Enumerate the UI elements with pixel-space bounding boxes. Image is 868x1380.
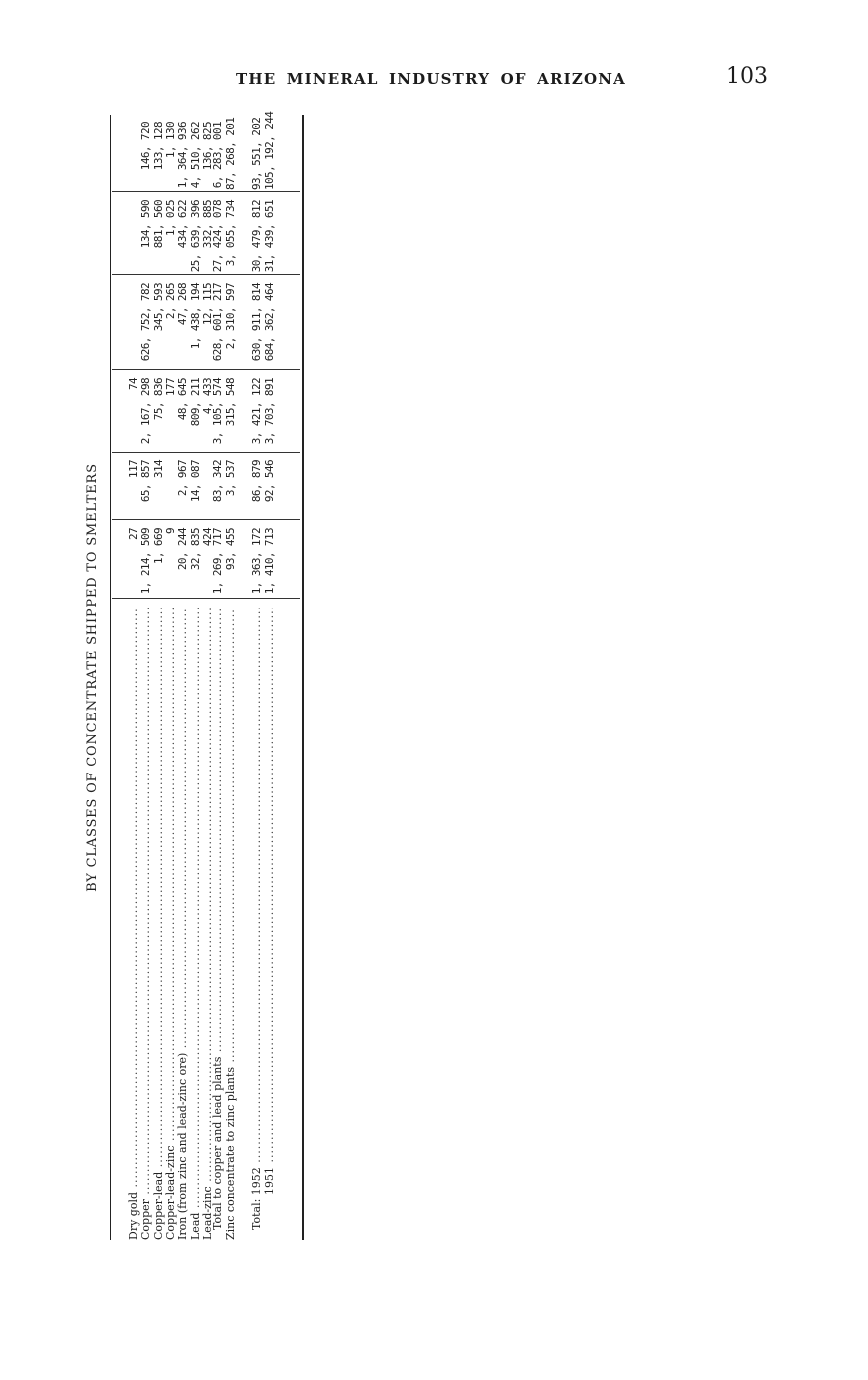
table-row [152,115,165,1240]
table-cell: 134, 590 [139,200,153,249]
table-row [262,111,276,1240]
table-cell: 31, 439, 651 [262,200,276,273]
table-cell: 12, 115 [200,283,214,326]
table-cell: 86, 879 [250,460,263,503]
table-row [139,115,152,1240]
table-cell: 4, 510, 262 [188,122,202,189]
table-cell: 4, 433 [200,378,214,415]
table-cell: 32, 835 [188,528,202,571]
table-cell: 314 [151,460,165,479]
table-cell: 434, 622 [176,200,190,249]
table-cell: 27, 424, 078 [211,200,224,273]
table-cell: 177 [163,378,177,397]
table-row [189,115,202,1240]
table-cell: 133, 128 [151,122,165,171]
table-row [164,115,177,1240]
rotated-table [85,111,305,1240]
table-row [211,115,224,1240]
table-cell: 83, 342 [211,460,224,503]
table-cell: 2, 265 [163,283,177,320]
table-cell: 87, 268, 201 [223,117,237,190]
table-top-rule [110,115,111,1240]
table-cell: 75, 836 [151,378,165,421]
table-cell: 809, 211 [188,378,202,427]
row-label: Lead-zinc ..... [201,608,214,1240]
table-cell: 2, 167, 298 [139,378,153,445]
table-cell: 25, 639, 396 [188,200,202,273]
table-cell: 27 [127,528,140,541]
table-cell: 92, 546 [262,460,276,503]
table-cell: 14, 087 [188,460,202,503]
table-row [176,115,189,1240]
table-cell: 74 [127,378,140,391]
row-label: Copper ..... [139,608,152,1240]
table-cell: 30, 479, 812 [250,200,263,273]
table-cell: 3, 703, 891 [262,378,276,445]
table-cell: 315, 548 [223,378,237,427]
row-label: Total: 1952 ..... [250,608,263,1230]
table-cell: 6, 283, 001 [211,122,224,189]
table-cell: 136, 825 [200,122,214,171]
table-row [224,115,237,1240]
table-cell: 117 [127,460,140,479]
table-cell: 630, 911, 814 [250,283,263,362]
table-cell: 3, 421, 122 [250,378,263,445]
table-cell: 93, 455 [223,528,237,571]
table-cell: 424 [200,528,214,547]
table-cell: 1, 669 [151,528,165,565]
table-cell: 65, 857 [139,460,153,503]
table-cell: 3, 055, 734 [223,200,237,267]
table-cell: 1, 410, 713 [262,528,276,595]
table-cell: 1, 438, 194 [188,283,202,350]
row-label: Total to copper and lead plants ..... [211,608,224,1230]
table-row [250,115,263,1240]
table-cell: 2, 967 [176,460,190,497]
table-cell: 881, 560 [151,200,165,249]
table-cell: 1, 130 [163,122,177,159]
table-cell: 20, 244 [176,528,190,571]
table-cell: 684, 362, 464 [262,283,276,362]
table-bottom-rule [302,115,304,1240]
table-row [127,115,140,1240]
table-cell: 345, 593 [151,283,165,332]
row-label: Copper-lead-zinc ..... [164,608,177,1240]
table-cell: 47, 268 [176,283,190,326]
table-cell: 9 [163,528,177,535]
table-cell: 1, 269, 717 [211,528,224,595]
row-label: 1951 ..... [263,608,276,1195]
table-cell: 1, 364, 936 [176,122,190,189]
table-cell: 2, 310, 597 [223,283,237,350]
table-cell: 105, 192, 244 [262,111,276,190]
row-label: Zinc concentrate to zinc plants ..... [224,608,237,1240]
page-number: 103 [726,64,768,89]
row-label: Copper-lead ..... [152,608,165,1240]
table-cell: 48, 645 [176,378,190,421]
table-caption: BY CLASSES OF CONCENTRATE SHIPPED TO SMELTERS [85,463,100,892]
row-label: Lead ..... [189,608,202,1240]
table-cell: 1, 363, 172 [250,528,263,595]
row-label: Iron (from zinc and lead-zinc ore) ..... [176,608,189,1240]
running-head: THE MINERAL INDUSTRY OF ARIZONA [236,70,626,88]
table-cell: 93, 551, 202 [250,117,263,190]
table-cell: 332, 885 [200,200,214,249]
table-cell: 3, 537 [223,460,237,497]
table-cell: 628, 601, 217 [211,283,224,362]
table-cell: 626, 752, 782 [139,283,153,362]
table-cell: 1, 214, 509 [139,528,153,595]
table-cell: 1, 025 [163,200,177,237]
table-cell: 3, 105, 574 [211,378,224,445]
table-cell: 146, 720 [139,122,153,171]
row-label: Dry gold ..... [127,608,140,1240]
